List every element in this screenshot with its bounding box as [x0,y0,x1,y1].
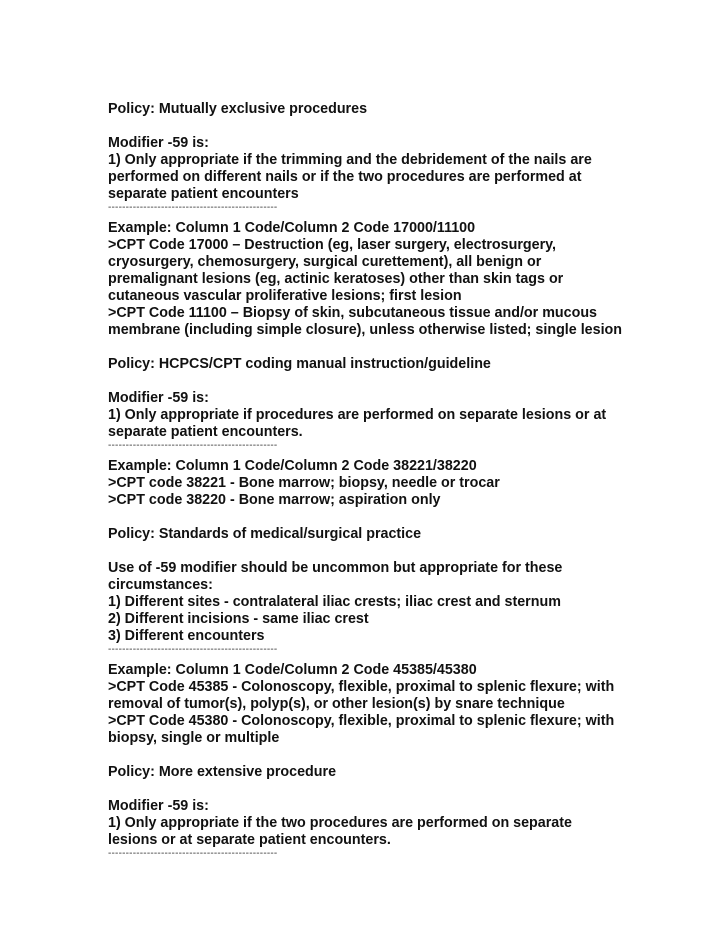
dashed-divider: ------------------------------------------------ [108,645,278,655]
policy-section-mutually-exclusive [108,101,668,339]
blank-line [108,339,668,356]
blank-line [108,543,668,560]
dashed-divider: ------------------------------------------------ [108,203,278,213]
cpt-code-line: >CPT Code 11100 – Biopsy of skin, subcutaneous tissue and/or mucous [108,305,598,321]
cpt-code-line: >CPT code 38221 - Bone marrow; biopsy, needle or trocar [108,475,500,491]
policy-section-standards-practice [108,526,668,747]
cpt-code-line: premalignant lesions (eg, actinic keratoses) other than skin tags or [108,271,564,287]
policy-heading: Policy: Mutually exclusive procedures [108,101,368,117]
blank-line [108,509,668,526]
blank-line [108,118,668,135]
policy-section-coding-manual [108,356,668,509]
cpt-code-line: cutaneous vascular proliferative lesions; first lesion [108,288,462,304]
cpt-code-line: >CPT Code 45380 - Colonoscopy, flexible, proximal to splenic flexure; with [108,713,615,729]
modifier-rule-line: 1) Different sites - contralateral iliac crests; iliac crest and sternum [108,594,561,610]
dashed-divider: ------------------------------------------------ [108,849,278,859]
modifier-rule-line: 1) Only appropriate if the trimming and the debridement of the nails are [108,152,592,168]
policy-heading: Policy: More extensive procedure [108,764,337,780]
cpt-code-line: >CPT Code 45385 - Colonoscopy, flexible, proximal to splenic flexure; with [108,679,615,695]
example-heading: Example: Column 1 Code/Column 2 Code 17000/11100 [108,220,476,236]
modifier-intro: Modifier -59 is: [108,135,209,151]
modifier-rule-line: 1) Only appropriate if procedures are performed on separate lesions or at [108,407,607,423]
modifier-rule-line: separate patient encounters [108,186,299,202]
document-page [108,101,668,866]
policy-heading: Policy: Standards of medical/surgical practice [108,526,422,542]
modifier-rule-line: performed on different nails or if the two procedures are performed at [108,169,582,185]
dashed-divider: ------------------------------------------------ [108,441,278,451]
modifier-intro: Modifier -59 is: [108,390,209,406]
modifier-rule-line: 3) Different encounters [108,628,265,644]
cpt-code-line: >CPT code 38220 - Bone marrow; aspiration only [108,492,441,508]
modifier-rule-line: 1) Only appropriate if the two procedures are performed on separate [108,815,572,831]
blank-line [108,781,668,798]
policy-section-more-extensive [108,764,668,866]
modifier-intro: circumstances: [108,577,213,593]
blank-line [108,747,668,764]
modifier-intro: Use of -59 modifier should be uncommon but appropriate for these [108,560,563,576]
policy-heading: Policy: HCPCS/CPT coding manual instruction/guideline [108,356,491,372]
modifier-rule-line: lesions or at separate patient encounters. [108,832,391,848]
modifier-intro: Modifier -59 is: [108,798,209,814]
cpt-code-line: biopsy, single or multiple [108,730,280,746]
blank-line [108,373,668,390]
cpt-code-line: cryosurgery, chemosurgery, surgical curettement), all benign or [108,254,542,270]
cpt-code-line: >CPT Code 17000 – Destruction (eg, laser surgery, electrosurgery, [108,237,557,253]
modifier-rule-line: 2) Different incisions - same iliac crest [108,611,369,627]
example-heading: Example: Column 1 Code/Column 2 Code 38221/38220 [108,458,477,474]
cpt-code-line: membrane (including simple closure), unless otherwise listed; single lesion [108,322,623,338]
example-heading: Example: Column 1 Code/Column 2 Code 45385/45380 [108,662,477,678]
modifier-rule-line: separate patient encounters. [108,424,303,440]
cpt-code-line: removal of tumor(s), polyp(s), or other lesion(s) by snare technique [108,696,565,712]
